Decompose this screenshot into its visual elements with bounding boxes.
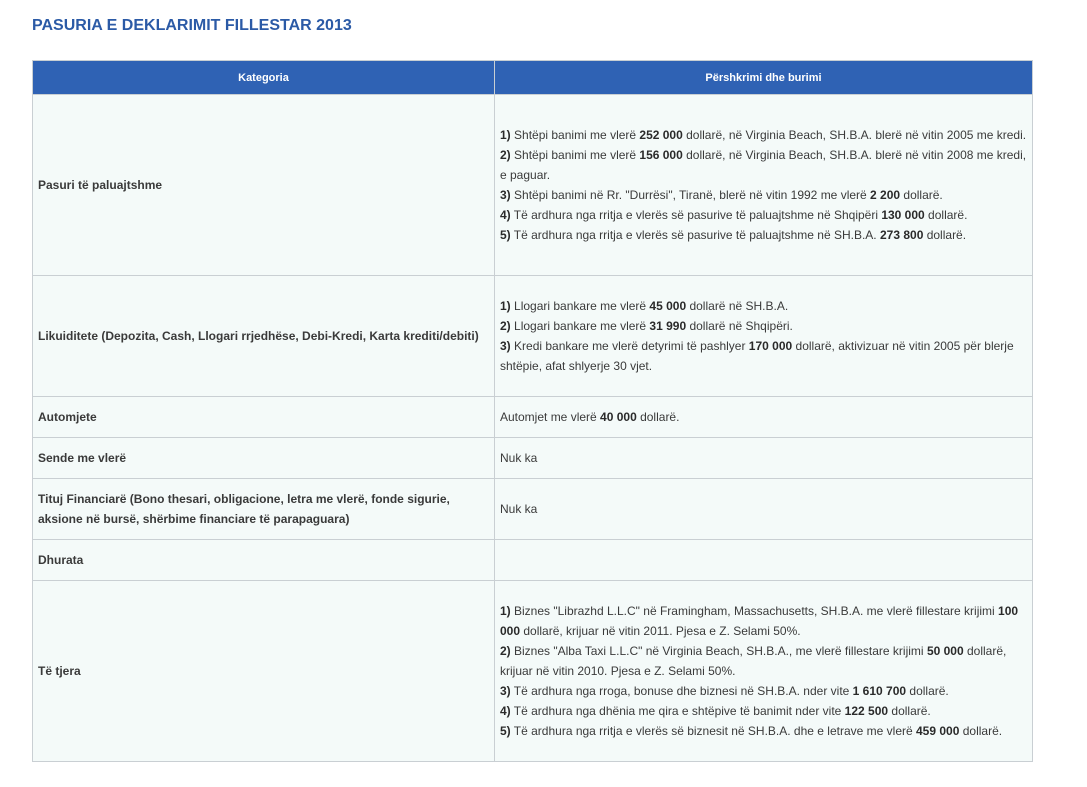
item-text: Shtëpi banimi me vlerë xyxy=(514,128,640,142)
category-cell: Likuiditete (Depozita, Cash, Llogari rrjedhëse, Debi-Kredi, Karta krediti/debiti) xyxy=(33,276,495,397)
amount-value: 170 000 xyxy=(748,339,793,353)
item-number: 3) xyxy=(500,339,511,353)
item-text: dollarë. xyxy=(924,208,968,222)
item-number: 1) xyxy=(500,128,511,142)
item-text: dollarë. xyxy=(636,410,680,424)
description-item xyxy=(500,225,1027,245)
description-cell xyxy=(495,95,1033,276)
item-text: dollarë, krijuar në vitin 2010. Pjesa e Z. Selami 50%. xyxy=(500,644,1007,678)
item-text: Të ardhura nga rritja e vlerës së pasurive të paluajtshme në SH.B.A. xyxy=(513,228,880,242)
item-text: Të ardhura nga rritja e vlerës së pasurive të paluajtshme në Shqipëri xyxy=(513,208,882,222)
column-header-description: Përshkrimi dhe burimi xyxy=(495,61,1033,95)
item-text: dollarë. xyxy=(923,228,967,242)
item-text: dollarë. xyxy=(900,188,943,202)
item-text: Shtëpi banimi në Rr. "Durrësi", Tiranë, blerë në vitin 1992 me vlerë xyxy=(514,188,871,202)
item-number: 4) xyxy=(500,208,511,222)
table-row xyxy=(33,95,1033,276)
table-row xyxy=(33,438,1033,479)
item-text: Llogari bankare me vlerë xyxy=(514,319,650,333)
item-number: 1) xyxy=(500,604,511,618)
description-cell xyxy=(495,540,1033,581)
description-cell xyxy=(495,581,1033,762)
item-text: Biznes "Alba Taxi L.L.C" në Virginia Beach, SH.B.A., me vlerë fillestare krijimi xyxy=(514,644,927,658)
table-header-row xyxy=(33,61,1033,95)
amount-value: 2 200 xyxy=(870,188,901,202)
amount-value: 50 000 xyxy=(926,644,964,658)
item-text: dollarë. xyxy=(888,704,931,718)
amount-value: 45 000 xyxy=(649,299,687,313)
declaration-table xyxy=(32,60,1033,762)
item-text: Nuk ka xyxy=(500,502,538,516)
item-text: Të ardhura nga rroga, bonuse dhe biznesi në SH.B.A. nder vite xyxy=(513,684,853,698)
item-number: 2) xyxy=(500,148,511,162)
description-item xyxy=(500,336,1027,376)
amount-value: 122 500 xyxy=(844,704,889,718)
item-text: dollarë. xyxy=(959,724,1003,738)
item-text: Shtëpi banimi me vlerë xyxy=(514,148,640,162)
description-item xyxy=(500,701,1027,721)
item-number: 5) xyxy=(500,228,511,242)
description-item xyxy=(500,316,1027,336)
description-item xyxy=(500,681,1027,701)
item-text: Biznes "Librazhd L.L.C" në Framingham, Massachusetts, SH.B.A. me vlerë fillestare krijimi xyxy=(514,604,999,618)
item-number: 3) xyxy=(500,684,511,698)
description-item xyxy=(500,641,1027,681)
description-item xyxy=(500,601,1027,641)
category-cell: Tituj Financiarë (Bono thesari, obligacione, letra me vlerë, fonde sigurie, aksione në bursë, shërbime financiare të parapaguara) xyxy=(33,479,495,540)
table-row xyxy=(33,581,1033,762)
item-text: dollarë, në Virginia Beach, SH.B.A. blerë në vitin 2005 me kredi. xyxy=(682,128,1027,142)
description-cell xyxy=(495,479,1033,540)
amount-value: 130 000 xyxy=(881,208,925,222)
item-text: Automjet me vlerë xyxy=(500,410,601,424)
amount-value: 40 000 xyxy=(600,410,637,424)
table-row xyxy=(33,397,1033,438)
amount-value: 252 000 xyxy=(639,128,683,142)
description-cell xyxy=(495,438,1033,479)
item-text: dollarë në SH.B.A. xyxy=(686,299,789,313)
description-item xyxy=(500,185,1027,205)
description-item xyxy=(500,145,1027,185)
description-item xyxy=(500,721,1027,741)
item-number: 1) xyxy=(500,299,511,313)
item-number: 4) xyxy=(500,704,511,718)
item-text: Të ardhura nga dhënia me qira e shtëpive të banimit nder vite xyxy=(513,704,845,718)
description-item xyxy=(500,448,1027,468)
item-text: dollarë në Shqipëri. xyxy=(686,319,793,333)
table-row xyxy=(33,276,1033,397)
description-item xyxy=(500,296,1027,316)
description-cell xyxy=(495,276,1033,397)
description-item xyxy=(500,499,1027,519)
item-text: dollarë, krijuar në vitin 2011. Pjesa e Z. Selami 50%. xyxy=(520,624,801,638)
amount-value: 459 000 xyxy=(916,724,960,738)
item-text: Llogari bankare me vlerë xyxy=(514,299,650,313)
item-text: Kredi bankare me vlerë detyrimi të pashlyer xyxy=(514,339,749,353)
item-number: 3) xyxy=(500,188,511,202)
amount-value: 31 990 xyxy=(649,319,687,333)
item-text: dollarë, aktivizuar në vitin 2005 për blerje shtëpie, afat shlyerje 30 vjet. xyxy=(500,339,1014,373)
description-item xyxy=(500,407,1027,427)
category-cell: Të tjera xyxy=(33,581,495,762)
category-cell: Pasuri të paluajtshme xyxy=(33,95,495,276)
item-text: dollarë. xyxy=(906,684,949,698)
item-text: Të ardhura nga rritja e vlerës së biznesit në SH.B.A. dhe e letrave me vlerë xyxy=(513,724,916,738)
table-row xyxy=(33,479,1033,540)
table-row xyxy=(33,540,1033,581)
amount-value: 1 610 700 xyxy=(852,684,907,698)
item-number: 2) xyxy=(500,319,511,333)
column-header-category: Kategoria xyxy=(33,61,495,95)
page-title: PASURIA E DEKLARIMIT FILLESTAR 2013 xyxy=(32,17,352,34)
category-cell: Automjete xyxy=(33,397,495,438)
item-number: 2) xyxy=(500,644,511,658)
amount-value: 100 000 xyxy=(500,604,1019,638)
item-number: 5) xyxy=(500,724,511,738)
description-cell xyxy=(495,397,1033,438)
description-item xyxy=(500,205,1027,225)
category-cell: Sende me vlerë xyxy=(33,438,495,479)
category-cell: Dhurata xyxy=(33,540,495,581)
amount-value: 273 800 xyxy=(879,228,924,242)
item-text: Nuk ka xyxy=(500,451,538,465)
item-text: dollarë, në Virginia Beach, SH.B.A. blerë në vitin 2008 me kredi, e paguar. xyxy=(500,148,1027,182)
amount-value: 156 000 xyxy=(639,148,683,162)
description-item xyxy=(500,125,1027,145)
